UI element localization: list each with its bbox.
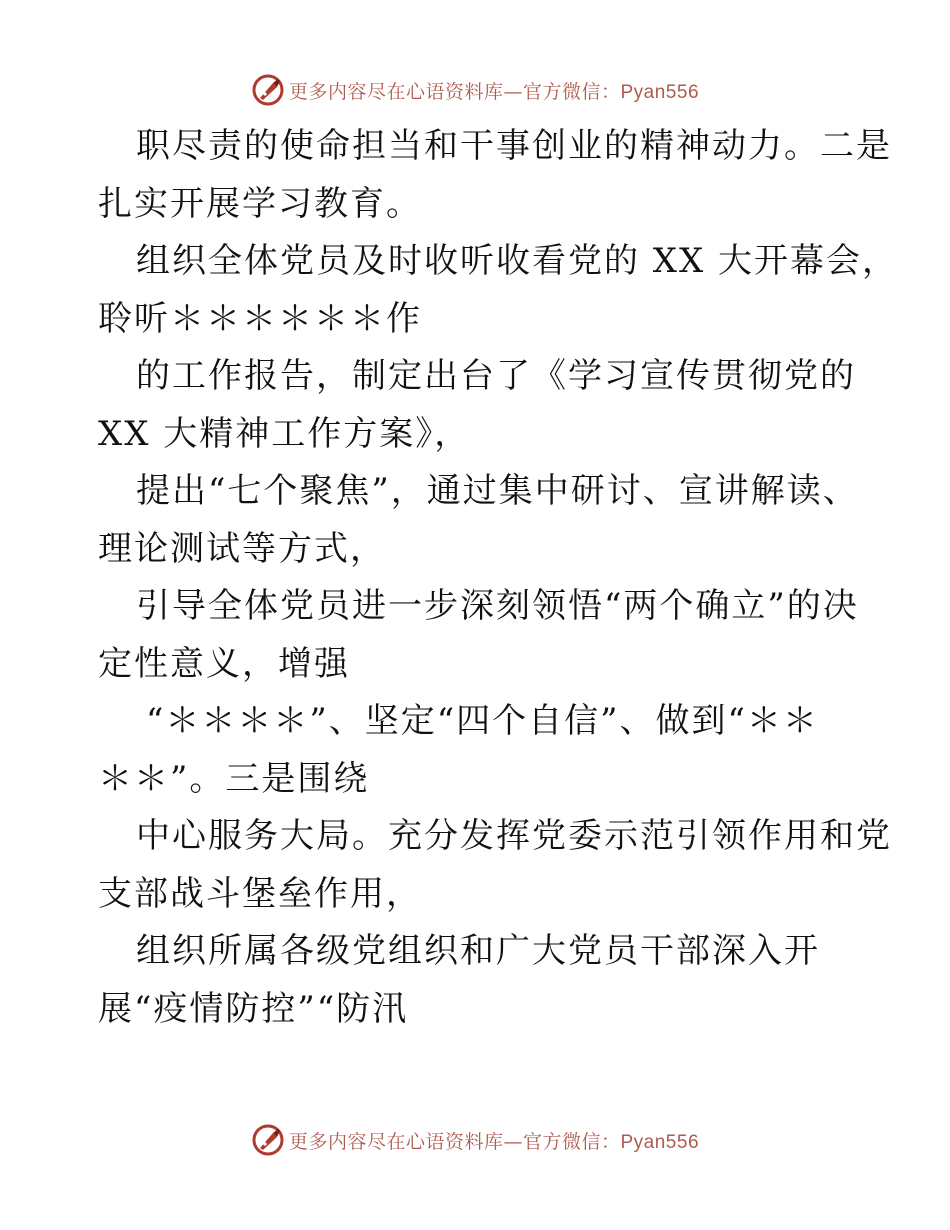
text-line: 组织所属各级党组织和广大党员干部深入开	[136, 931, 820, 971]
text-line: 定性意义，增强	[98, 643, 350, 684]
footer-text	[289, 1127, 699, 1154]
text-line: 扎实开展学习教育。	[98, 183, 422, 224]
text-line: ＊＊”。三是围绕	[98, 758, 370, 799]
text-line: 引导全体党员进一步深刻领悟“两个确立”的决	[136, 586, 859, 626]
header-text-cn: 更多内容尽在心语资料库—官方微信：	[288, 80, 621, 103]
text-line: 支部战斗堡垒作用，	[98, 873, 422, 914]
text-line: 聆听＊＊＊＊＊＊作	[98, 298, 422, 339]
text-line: 组织全体党员及时收听收看党的 XX 大开幕会，	[136, 241, 899, 281]
text-line: 理论测试等方式，	[98, 528, 386, 569]
text-line: 的工作报告，制定出台了《学习宣传贯彻党的	[136, 356, 856, 396]
page-footer	[0, 1120, 950, 1160]
text-line: XX 大精神工作方案》，	[98, 413, 471, 454]
text-line: 展“疫情防控”“防汛	[98, 988, 409, 1029]
header-wechat-id: Pyan556	[620, 81, 700, 103]
text-line: 职尽责的使命担当和干事创业的精神动力。二是	[136, 126, 892, 166]
pen-nib-logo-icon	[251, 73, 285, 107]
text-line: 中心服务大局。充分发挥党委示范引领作用和党	[136, 816, 892, 856]
header-text	[289, 77, 699, 104]
document-body	[98, 118, 899, 1038]
footer-wechat-id: Pyan556	[620, 1131, 700, 1153]
footer-text-cn: 更多内容尽在心语资料库—官方微信：	[288, 1130, 621, 1153]
pen-nib-logo-icon	[251, 1123, 285, 1157]
text-line: 提出“七个聚焦”，通过集中研讨、宣讲解读、	[136, 471, 859, 511]
page-header	[0, 70, 950, 110]
text-line: “＊＊＊＊”、坚定“四个自信”、做到“＊＊	[146, 701, 819, 741]
